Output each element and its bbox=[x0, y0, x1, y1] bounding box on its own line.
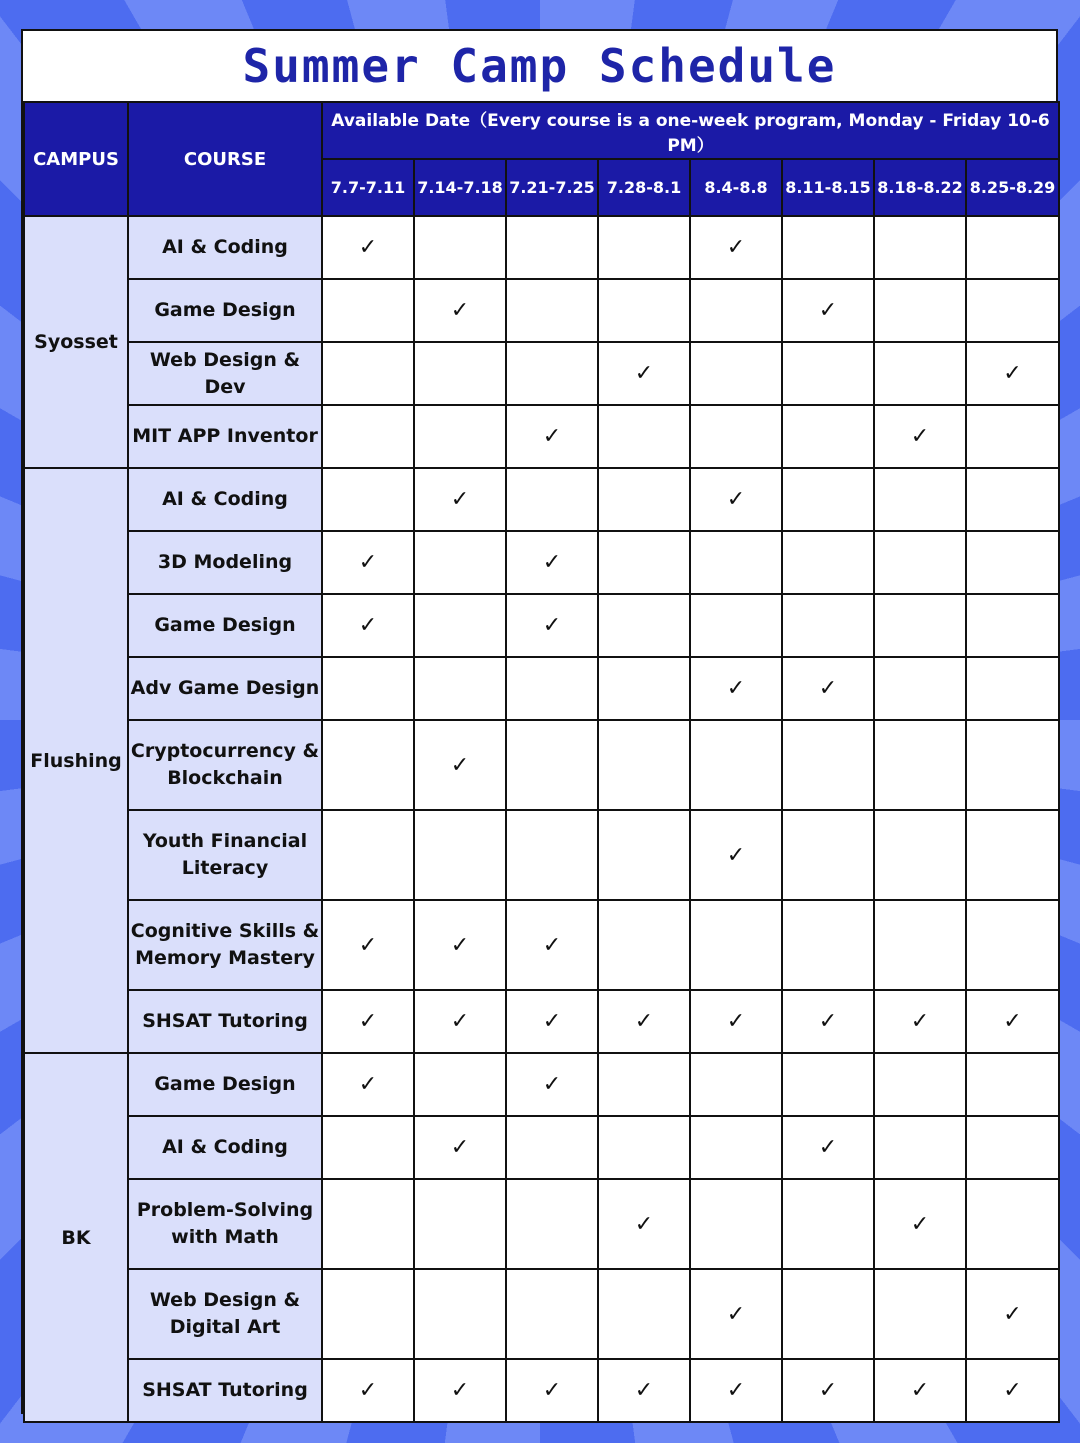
course-cell: Game Design bbox=[128, 594, 322, 657]
empty-cell bbox=[690, 279, 782, 342]
empty-cell bbox=[506, 342, 598, 405]
empty-cell bbox=[598, 900, 690, 990]
table-row bbox=[24, 900, 1059, 990]
empty-cell bbox=[322, 1116, 414, 1179]
course-cell: Web Design & Digital Art bbox=[128, 1269, 322, 1359]
table-row bbox=[24, 1359, 1059, 1422]
check-mark-cell: ✓ bbox=[414, 279, 506, 342]
empty-cell bbox=[414, 594, 506, 657]
available-date-header: Available Date（Every course is a one-week program, Monday - Friday 10-6 PM） bbox=[322, 102, 1059, 159]
check-mark-cell: ✓ bbox=[690, 657, 782, 720]
check-mark-cell: ✓ bbox=[598, 342, 690, 405]
empty-cell bbox=[690, 720, 782, 810]
empty-cell bbox=[874, 594, 966, 657]
empty-cell bbox=[414, 342, 506, 405]
page-title: Summer Camp Schedule bbox=[242, 39, 837, 93]
table-row bbox=[24, 720, 1059, 810]
empty-cell bbox=[506, 1116, 598, 1179]
table-row bbox=[24, 216, 1059, 279]
empty-cell bbox=[874, 216, 966, 279]
check-mark-cell: ✓ bbox=[690, 1359, 782, 1422]
empty-cell bbox=[414, 1053, 506, 1116]
empty-cell bbox=[598, 720, 690, 810]
empty-cell bbox=[966, 1179, 1059, 1269]
empty-cell bbox=[690, 900, 782, 990]
week-header: 7.21-7.25 bbox=[506, 159, 598, 216]
check-mark-cell: ✓ bbox=[690, 810, 782, 900]
empty-cell bbox=[598, 810, 690, 900]
empty-cell bbox=[506, 468, 598, 531]
check-mark-cell: ✓ bbox=[414, 468, 506, 531]
empty-cell bbox=[506, 810, 598, 900]
empty-cell bbox=[322, 342, 414, 405]
check-mark-cell: ✓ bbox=[414, 1359, 506, 1422]
course-cell: 3D Modeling bbox=[128, 531, 322, 594]
check-mark-cell: ✓ bbox=[322, 990, 414, 1053]
empty-cell bbox=[782, 810, 874, 900]
table-row bbox=[24, 1179, 1059, 1269]
empty-cell bbox=[598, 216, 690, 279]
check-mark-cell: ✓ bbox=[506, 900, 598, 990]
check-mark-cell: ✓ bbox=[414, 720, 506, 810]
empty-cell bbox=[966, 216, 1059, 279]
table-row bbox=[24, 405, 1059, 468]
table-row bbox=[24, 279, 1059, 342]
schedule-body bbox=[24, 216, 1059, 1422]
check-mark-cell: ✓ bbox=[598, 1179, 690, 1269]
empty-cell bbox=[598, 594, 690, 657]
empty-cell bbox=[506, 720, 598, 810]
empty-cell bbox=[414, 657, 506, 720]
check-mark-cell: ✓ bbox=[598, 1359, 690, 1422]
empty-cell bbox=[414, 216, 506, 279]
check-mark-cell: ✓ bbox=[506, 1359, 598, 1422]
table-row bbox=[24, 810, 1059, 900]
course-cell: Web Design & Dev bbox=[128, 342, 322, 405]
empty-cell bbox=[874, 468, 966, 531]
course-cell: AI & Coding bbox=[128, 1116, 322, 1179]
schedule-table bbox=[23, 101, 1060, 1423]
empty-cell bbox=[414, 810, 506, 900]
empty-cell bbox=[690, 531, 782, 594]
campus-cell: BK bbox=[24, 1053, 128, 1422]
table-row bbox=[24, 342, 1059, 405]
empty-cell bbox=[966, 810, 1059, 900]
empty-cell bbox=[414, 1269, 506, 1359]
empty-cell bbox=[322, 1269, 414, 1359]
check-mark-cell: ✓ bbox=[506, 990, 598, 1053]
table-row bbox=[24, 468, 1059, 531]
empty-cell bbox=[874, 1053, 966, 1116]
check-mark-cell: ✓ bbox=[782, 990, 874, 1053]
check-mark-cell: ✓ bbox=[690, 216, 782, 279]
week-header: 8.25-8.29 bbox=[966, 159, 1059, 216]
empty-cell bbox=[598, 531, 690, 594]
empty-cell bbox=[966, 279, 1059, 342]
empty-cell bbox=[322, 405, 414, 468]
empty-cell bbox=[506, 657, 598, 720]
check-mark-cell: ✓ bbox=[966, 342, 1059, 405]
empty-cell bbox=[782, 342, 874, 405]
check-mark-cell: ✓ bbox=[966, 1269, 1059, 1359]
empty-cell bbox=[782, 594, 874, 657]
empty-cell bbox=[690, 1053, 782, 1116]
empty-cell bbox=[874, 657, 966, 720]
empty-cell bbox=[506, 1269, 598, 1359]
empty-cell bbox=[414, 405, 506, 468]
table-row bbox=[24, 657, 1059, 720]
course-cell: AI & Coding bbox=[128, 216, 322, 279]
table-row bbox=[24, 1116, 1059, 1179]
empty-cell bbox=[506, 1179, 598, 1269]
week-header: 7.14-7.18 bbox=[414, 159, 506, 216]
course-cell: Cognitive Skills & Memory Mastery bbox=[128, 900, 322, 990]
empty-cell bbox=[506, 216, 598, 279]
empty-cell bbox=[966, 405, 1059, 468]
empty-cell bbox=[966, 468, 1059, 531]
check-mark-cell: ✓ bbox=[414, 900, 506, 990]
empty-cell bbox=[322, 279, 414, 342]
course-cell: Adv Game Design bbox=[128, 657, 322, 720]
course-cell: SHSAT Tutoring bbox=[128, 990, 322, 1053]
empty-cell bbox=[598, 405, 690, 468]
empty-cell bbox=[690, 1179, 782, 1269]
empty-cell bbox=[598, 279, 690, 342]
empty-cell bbox=[782, 1269, 874, 1359]
empty-cell bbox=[782, 531, 874, 594]
course-cell: Game Design bbox=[128, 279, 322, 342]
week-header: 7.7-7.11 bbox=[322, 159, 414, 216]
empty-cell bbox=[782, 1179, 874, 1269]
empty-cell bbox=[690, 1116, 782, 1179]
course-header: COURSE bbox=[128, 102, 322, 216]
check-mark-cell: ✓ bbox=[506, 531, 598, 594]
check-mark-cell: ✓ bbox=[414, 990, 506, 1053]
check-mark-cell: ✓ bbox=[874, 405, 966, 468]
empty-cell bbox=[322, 1179, 414, 1269]
course-cell: MIT APP Inventor bbox=[128, 405, 322, 468]
empty-cell bbox=[414, 1179, 506, 1269]
empty-cell bbox=[874, 1116, 966, 1179]
course-cell: SHSAT Tutoring bbox=[128, 1359, 322, 1422]
empty-cell bbox=[690, 594, 782, 657]
empty-cell bbox=[414, 531, 506, 594]
course-cell: Cryptocurrency & Blockchain bbox=[128, 720, 322, 810]
week-header: 7.28-8.1 bbox=[598, 159, 690, 216]
empty-cell bbox=[874, 279, 966, 342]
check-mark-cell: ✓ bbox=[506, 405, 598, 468]
table-row bbox=[24, 594, 1059, 657]
empty-cell bbox=[598, 1053, 690, 1116]
empty-cell bbox=[966, 1053, 1059, 1116]
table-row bbox=[24, 990, 1059, 1053]
empty-cell bbox=[322, 468, 414, 531]
campus-cell: Syosset bbox=[24, 216, 128, 468]
course-cell: Game Design bbox=[128, 1053, 322, 1116]
empty-cell bbox=[966, 657, 1059, 720]
empty-cell bbox=[598, 468, 690, 531]
check-mark-cell: ✓ bbox=[966, 990, 1059, 1053]
empty-cell bbox=[782, 720, 874, 810]
empty-cell bbox=[322, 720, 414, 810]
check-mark-cell: ✓ bbox=[690, 1269, 782, 1359]
empty-cell bbox=[322, 810, 414, 900]
check-mark-cell: ✓ bbox=[322, 216, 414, 279]
check-mark-cell: ✓ bbox=[322, 1359, 414, 1422]
empty-cell bbox=[598, 1116, 690, 1179]
table-row bbox=[24, 531, 1059, 594]
empty-cell bbox=[966, 1116, 1059, 1179]
empty-cell bbox=[874, 720, 966, 810]
check-mark-cell: ✓ bbox=[782, 1359, 874, 1422]
check-mark-cell: ✓ bbox=[598, 990, 690, 1053]
week-header: 8.18-8.22 bbox=[874, 159, 966, 216]
check-mark-cell: ✓ bbox=[874, 990, 966, 1053]
table-row bbox=[24, 1269, 1059, 1359]
check-mark-cell: ✓ bbox=[874, 1179, 966, 1269]
campus-cell: Flushing bbox=[24, 468, 128, 1053]
course-cell: Problem-Solving with Math bbox=[128, 1179, 322, 1269]
empty-cell bbox=[782, 405, 874, 468]
check-mark-cell: ✓ bbox=[690, 468, 782, 531]
check-mark-cell: ✓ bbox=[782, 279, 874, 342]
course-cell: Youth Financial Literacy bbox=[128, 810, 322, 900]
empty-cell bbox=[782, 900, 874, 990]
empty-cell bbox=[598, 657, 690, 720]
empty-cell bbox=[874, 900, 966, 990]
empty-cell bbox=[874, 810, 966, 900]
table-row bbox=[24, 1053, 1059, 1116]
campus-header: CAMPUS bbox=[24, 102, 128, 216]
empty-cell bbox=[598, 1269, 690, 1359]
course-cell: AI & Coding bbox=[128, 468, 322, 531]
empty-cell bbox=[782, 1053, 874, 1116]
check-mark-cell: ✓ bbox=[322, 531, 414, 594]
check-mark-cell: ✓ bbox=[322, 1053, 414, 1116]
check-mark-cell: ✓ bbox=[506, 1053, 598, 1116]
empty-cell bbox=[966, 531, 1059, 594]
check-mark-cell: ✓ bbox=[782, 1116, 874, 1179]
empty-cell bbox=[690, 405, 782, 468]
check-mark-cell: ✓ bbox=[414, 1116, 506, 1179]
empty-cell bbox=[966, 720, 1059, 810]
week-header: 8.11-8.15 bbox=[782, 159, 874, 216]
check-mark-cell: ✓ bbox=[690, 990, 782, 1053]
check-mark-cell: ✓ bbox=[874, 1359, 966, 1422]
empty-cell bbox=[966, 900, 1059, 990]
empty-cell bbox=[506, 279, 598, 342]
empty-cell bbox=[966, 594, 1059, 657]
empty-cell bbox=[322, 657, 414, 720]
check-mark-cell: ✓ bbox=[966, 1359, 1059, 1422]
empty-cell bbox=[782, 468, 874, 531]
empty-cell bbox=[782, 216, 874, 279]
schedule-card bbox=[21, 29, 1058, 1414]
check-mark-cell: ✓ bbox=[322, 900, 414, 990]
check-mark-cell: ✓ bbox=[782, 657, 874, 720]
week-header: 8.4-8.8 bbox=[690, 159, 782, 216]
empty-cell bbox=[874, 342, 966, 405]
check-mark-cell: ✓ bbox=[322, 594, 414, 657]
check-mark-cell: ✓ bbox=[506, 594, 598, 657]
empty-cell bbox=[874, 1269, 966, 1359]
empty-cell bbox=[874, 531, 966, 594]
empty-cell bbox=[690, 342, 782, 405]
